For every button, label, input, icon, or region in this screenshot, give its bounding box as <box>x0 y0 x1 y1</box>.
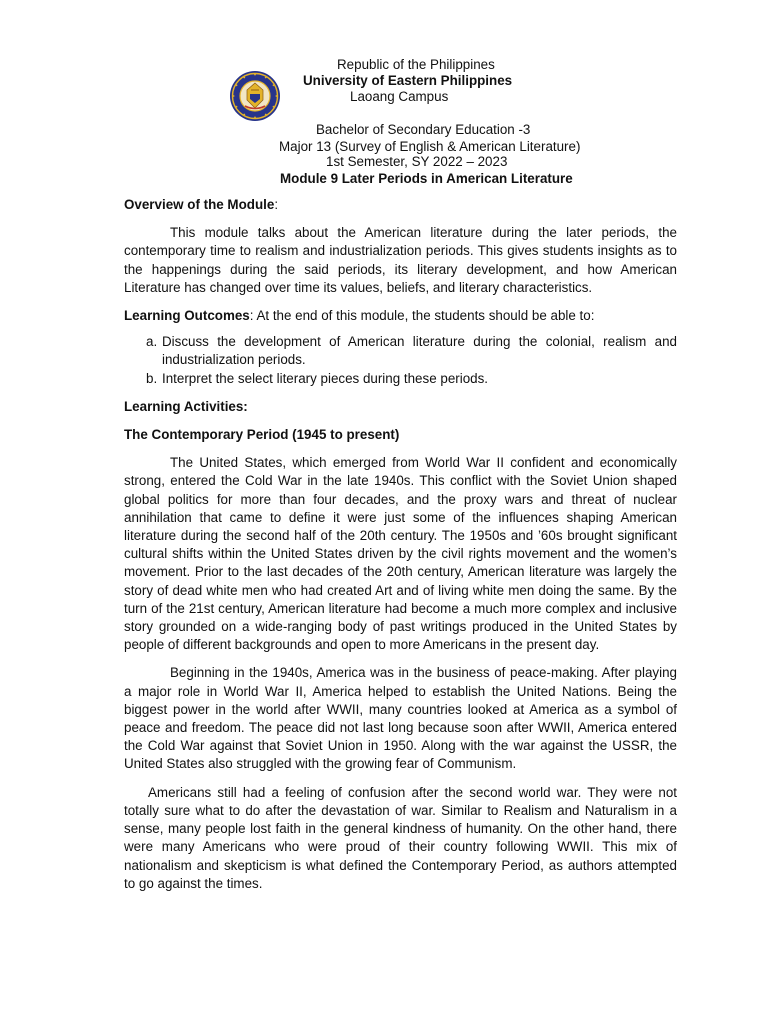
header-program: Bachelor of Secondary Education -3 <box>316 122 531 137</box>
contemporary-paragraph-3: Americans still had a feeling of confusion after the second world war. They were not totally sure what to do after the devastation of war. Similar to Realism and Naturalism in a sense, many people lost faith in the general kindness of humanity. On the other hand, there were many Americans who were proud of their country following WWII. This mix of nationalism and skepticism is what defined the Contemporary Period, as authors attempted to go against the times. <box>124 784 677 891</box>
contemporary-heading: The Contemporary Period (1945 to present) <box>124 427 400 443</box>
outcomes-list <box>124 333 677 388</box>
outcomes-line <box>124 307 677 325</box>
header-course: Major 13 (Survey of English & American Literature) <box>279 139 581 154</box>
header-country: Republic of the Philippines <box>337 57 495 72</box>
overview-paragraph: This module talks about the American literature during the later periods, the contemporary time to realism and industrialization periods. This gives students insights as to the happenings during the said periods, its literary development, and how American Literature has changed over time its values, beliefs, and literary characteristics. <box>124 225 677 295</box>
university-seal-icon <box>229 70 281 122</box>
list-item-text: Discuss the development of American literature during the colonial, realism and industrialization periods. <box>162 334 677 368</box>
list-item <box>148 370 677 388</box>
outcomes-label: Learning Outcomes <box>124 308 250 324</box>
overview-label: Overview of the Module <box>124 197 275 212</box>
module-content <box>124 196 677 893</box>
overview-heading-line <box>124 196 677 214</box>
list-item <box>148 333 677 369</box>
list-marker: b. <box>146 370 158 386</box>
contemporary-paragraph-1: The United States, which emerged from World War II confident and economically strong, entered the Cold War in the late 1940s. This conflict with the Soviet Union shaped global politics for more than four decades, and the proxy wars and threat of nuclear annihilation that came to define it were just some of the influences shaping American literature during the second half of the 20th century. The 1950s and ’60s brought significant cultural shifts within the United States driven by the civil rights movement and the women’s movement. Prior to the last decades of the 20th century, American literature was largely the story of dead white men who had created Art and of living white men doing the same. By the turn of the 21st century, American literature had become a much more complex and inclusive story grounded on a wide-ranging body of past writings produced in the United States by people of different backgrounds and open to more Americans in the present day. <box>124 455 677 653</box>
header-university: University of Eastern Philippines <box>303 73 513 88</box>
activities-label: Learning Activities: <box>124 398 248 414</box>
outcomes-intro: : At the end of this module, the students should be able to: <box>249 308 595 324</box>
list-item-text: Interpret the select literary pieces during these periods. <box>162 370 489 386</box>
header-semester: 1st Semester, SY 2022 – 2023 <box>326 154 508 169</box>
module-title: Module 9 Later Periods in American Literature <box>280 171 573 186</box>
contemporary-paragraph-2: Beginning in the 1940s, America was in the business of peace-making. After playing a major role in World War II, America helped to establish the United Nations. Being the biggest power in the world after WWII, many countries looked at America as a symbol of peace and freedom. The peace did not last long because soon after WWII, America entered the Cold War against that Soviet Union in 1950. Along with the war against the USSR, the United States also struggled with the growing fear of Communism. <box>124 665 677 772</box>
header-campus: Laoang Campus <box>350 89 449 104</box>
overview-colon: : <box>274 197 279 212</box>
list-marker: a. <box>146 334 158 350</box>
